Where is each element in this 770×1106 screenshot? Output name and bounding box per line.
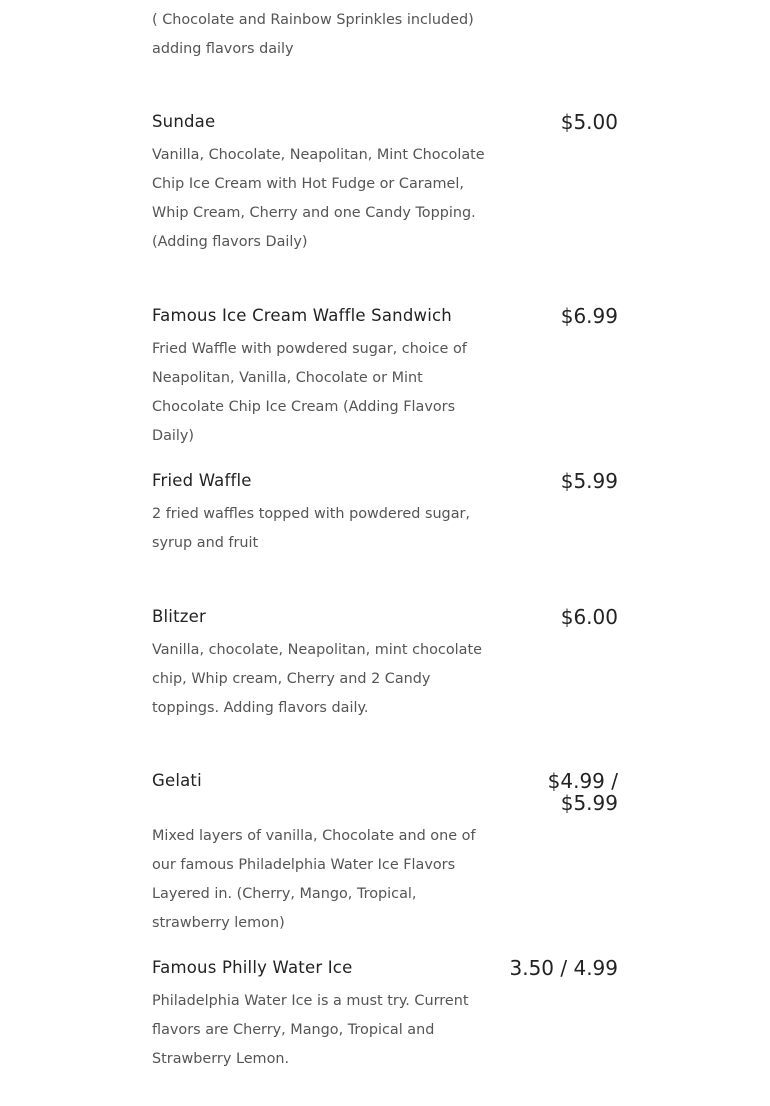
price-line: 3.50 / 4.99 [509, 956, 618, 980]
desc-line: ( Chocolate and Rainbow Sprinkles included) [152, 12, 474, 28]
item-name: Famous Philly Water Ice [152, 958, 353, 977]
price-line: $6.00 [560, 605, 618, 629]
item-price [548, 770, 618, 814]
menu-item-sundae [152, 110, 618, 260]
item-price [561, 470, 618, 492]
item-price [561, 606, 618, 628]
price-line: $4.99 / [547, 769, 618, 793]
price-line: $6.99 [560, 304, 618, 328]
item-description: Vanilla, Chocolate, Neapolitan, Mint Chocolate Chip Ice Cream with Hot Fudge or Caramel, Whip Cream, Cherry and one Candy Topping. (Adding flavors Daily) [152, 147, 485, 250]
menu-item-water-ice [152, 956, 618, 1076]
price-line: $5.99 [560, 791, 618, 815]
item-price [509, 957, 618, 979]
item-name: Blitzer [152, 607, 206, 626]
item-price [561, 111, 618, 133]
menu-item-waffle-sandwich [152, 304, 618, 444]
menu-item-fried-waffle [152, 469, 618, 559]
item-name: Famous Ice Cream Waffle Sandwich [152, 306, 452, 325]
menu-item-gelati [152, 769, 618, 931]
desc-line: adding flavors daily [152, 41, 294, 57]
item-name: Fried Waffle [152, 471, 252, 490]
item-name: Gelati [152, 771, 202, 790]
price-line: $5.99 [560, 469, 618, 493]
item-name: Sundae [152, 112, 216, 131]
menu-item-blitzer [152, 605, 618, 725]
partial-item-description [152, 0, 497, 64]
price-line: $5.00 [560, 110, 618, 134]
item-description: Fried Waffle with powdered sugar, choice of Neapolitan, Vanilla, Chocolate or Mint Chocolate Chip Ice Cream (Adding Flavors Daily) [152, 341, 467, 444]
item-price [561, 305, 618, 327]
item-description: Philadelphia Water Ice is a must try. Current flavors are Cherry, Mango, Tropical and Strawberry Lemon. [152, 993, 469, 1067]
item-description: 2 fried waffles topped with powdered sugar, syrup and fruit [152, 506, 471, 551]
item-description: Mixed layers of vanilla, Chocolate and one of our famous Philadelphia Water Ice Flavors Layered in. (Cherry, Mango, Tropical, strawberry lemon) [152, 828, 476, 931]
item-description: Vanilla, chocolate, Neapolitan, mint chocolate chip, Whip cream, Cherry and 2 Candy toppings. Adding flavors daily. [152, 642, 482, 716]
